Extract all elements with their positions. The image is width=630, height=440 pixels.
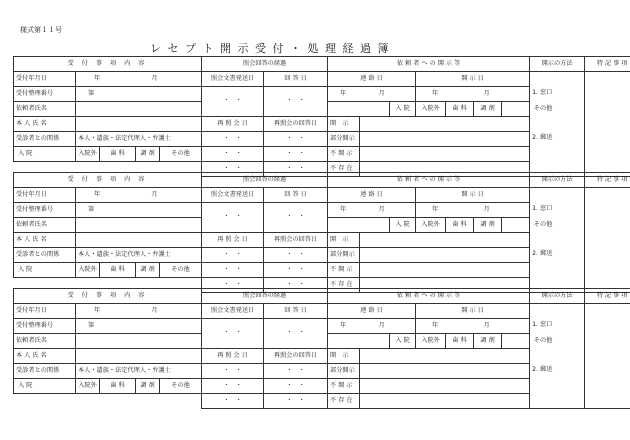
requester-name-field[interactable] (76, 334, 202, 349)
inpatient-option[interactable] (14, 263, 76, 278)
ledger-block (13, 56, 630, 177)
non-disclosure-label: 不 開 示 (328, 379, 360, 394)
contact-date-label: 連 絡 日 (328, 304, 416, 319)
disclosure-date-field[interactable] (416, 87, 530, 102)
dental-option[interactable]: 歯 科 (100, 263, 136, 278)
month-label: 月 (483, 321, 490, 329)
method-counter: 1. 窓口 (532, 321, 553, 328)
reception-number-field[interactable] (76, 87, 202, 102)
category-dental[interactable]: 歯 科 (446, 334, 474, 349)
re-inquiry-date-field[interactable]: ・ ・ (202, 364, 264, 379)
received-date-field[interactable] (76, 72, 202, 87)
notes-field[interactable] (585, 304, 630, 409)
header-inquiry: 照会回答の経過 (202, 57, 328, 72)
pharmacy-option[interactable]: 調 剤 (136, 379, 160, 394)
month-label: 月 (151, 190, 158, 198)
year-label: 年 (94, 190, 101, 198)
header-notes: 特 記 事 項 (585, 289, 630, 304)
reply-date-field-3[interactable]: ・ ・ (264, 278, 328, 293)
method-mail: 2. 郵送 (532, 134, 553, 142)
form-number: 様式第１１号 (20, 26, 62, 34)
disclosure-method-cell[interactable] (530, 72, 585, 177)
reply-date-field-3[interactable]: ・ ・ (264, 394, 328, 409)
other-option[interactable]: その他 (160, 263, 202, 278)
patient-name-field[interactable] (76, 233, 202, 248)
disclosure-label: 開 示 (328, 117, 360, 132)
reply-date-field-2[interactable]: ・ ・ (264, 379, 328, 394)
contact-date-field[interactable] (328, 319, 416, 334)
header-requester: 依 頼 者 へ の 開 示 等 (328, 173, 530, 188)
reception-number-field[interactable] (76, 203, 202, 218)
inquiry-sent-date-field[interactable]: ・ ・ (202, 319, 264, 349)
category-other[interactable]: その他 (502, 102, 585, 117)
received-date-field[interactable] (76, 188, 202, 203)
disclosure-date-label: 開 示 日 (416, 72, 530, 87)
header-notes: 特 記 事 項 (585, 173, 630, 188)
disclosure-method-cell[interactable] (530, 304, 585, 409)
category-inpatient[interactable]: 入 院 (390, 102, 416, 117)
nonexistent-check-field[interactable] (360, 394, 530, 409)
dai-label: 第 (88, 89, 95, 97)
category-other[interactable]: その他 (502, 218, 585, 233)
relation-options[interactable]: 本人・遺族・法定代理人・弁護士 (76, 364, 202, 379)
reception-number-field[interactable] (76, 319, 202, 334)
inquiry-date-field-3[interactable]: ・ ・ (202, 394, 264, 409)
notes-field[interactable] (585, 72, 630, 177)
year-label: 年 (432, 205, 439, 213)
reply-date-label: 回 答 日 (264, 304, 328, 319)
header-reception: 受 付 事 項 内 容 (14, 173, 202, 188)
reception-number-label: 受付整理番号 (14, 203, 76, 218)
blank-cell (328, 102, 390, 117)
partial-check-field[interactable] (360, 248, 530, 263)
inquiry-date-field-2[interactable]: ・ ・ (202, 263, 264, 278)
dai-label: 第 (88, 205, 95, 213)
outpatient-option[interactable]: 入院外 (76, 263, 100, 278)
partial-label: 部分開示 (328, 248, 360, 263)
received-date-label: 受付年月日 (14, 72, 76, 87)
re-inquiry-date-field[interactable]: ・ ・ (202, 248, 264, 263)
inpatient-option[interactable] (14, 379, 76, 394)
inpatient-label: 入 院 (18, 149, 33, 157)
blank-cell (328, 218, 390, 233)
header-reception: 受 付 事 項 内 容 (14, 57, 202, 72)
year-label: 年 (94, 306, 101, 314)
re-reply-date-field[interactable]: ・ ・ (264, 248, 328, 263)
relation-label: 受診者との関係 (14, 248, 76, 263)
non-disclosure-check-field[interactable] (360, 147, 530, 162)
reply-date-field[interactable]: ・ ・ (264, 203, 328, 233)
re-reply-date-field[interactable]: ・ ・ (264, 132, 328, 147)
requester-name-label: 依頼者氏名 (14, 334, 76, 349)
category-inpatient[interactable]: 入 院 (390, 334, 416, 349)
outpatient-option[interactable]: 入院外 (76, 147, 100, 162)
category-outpatient[interactable]: 入院外 (416, 102, 446, 117)
ledger-block (13, 288, 630, 409)
header-method: 開示の方法 (530, 57, 585, 72)
patient-name-field[interactable] (76, 349, 202, 364)
month-label: 月 (483, 205, 490, 213)
method-counter: 1. 窓口 (532, 89, 553, 96)
requester-name-label: 依頼者氏名 (14, 218, 76, 233)
re-reply-label: 再照会の回答日 (264, 349, 328, 364)
method-mail: 2. 郵送 (532, 366, 553, 374)
disclosure-date-label: 開 示 日 (416, 304, 530, 319)
re-inquiry-label: 再 照 会 日 (202, 117, 264, 132)
blank-cell (328, 334, 390, 349)
inquiry-sent-date-field[interactable]: ・ ・ (202, 87, 264, 117)
nonexistent-label: 不 存 在 (328, 162, 360, 177)
reply-date-field[interactable]: ・ ・ (264, 87, 328, 117)
re-reply-label: 再照会の回答日 (264, 117, 328, 132)
month-label: 月 (378, 205, 385, 213)
pharmacy-option[interactable]: 調 剤 (136, 263, 160, 278)
non-disclosure-check-field[interactable] (360, 263, 530, 278)
month-label: 月 (378, 321, 385, 329)
inquiry-sent-label: 照会文書発送日 (202, 188, 264, 203)
header-method: 開示の方法 (530, 173, 585, 188)
category-outpatient[interactable]: 入院外 (416, 218, 446, 233)
relation-options[interactable]: 本人・遺族・法定代理人・弁護士 (76, 132, 202, 147)
relation-label: 受診者との関係 (14, 364, 76, 379)
header-reception: 受 付 事 項 内 容 (14, 289, 202, 304)
inpatient-label: 入 院 (18, 265, 33, 273)
year-label: 年 (94, 74, 101, 82)
month-label: 月 (151, 74, 158, 82)
header-inquiry: 照会回答の経過 (202, 289, 328, 304)
disclosure-label: 開 示 (328, 233, 360, 248)
reply-date-field-3[interactable]: ・ ・ (264, 162, 328, 177)
month-label: 月 (378, 89, 385, 97)
reply-date-label: 回 答 日 (264, 72, 328, 87)
page-title: レセプト開示受付・処理経過簿 (150, 42, 395, 55)
partial-label: 部分開示 (328, 364, 360, 379)
requester-name-label: 依頼者氏名 (14, 102, 76, 117)
dai-label: 第 (88, 321, 95, 329)
disclosure-check-field[interactable] (360, 233, 530, 248)
patient-name-label: 本 人 氏 名 (14, 117, 76, 132)
blank-cell (14, 394, 202, 409)
reply-date-label: 回 答 日 (264, 188, 328, 203)
inpatient-option[interactable] (14, 147, 76, 162)
year-label: 年 (340, 89, 347, 97)
received-date-field[interactable] (76, 304, 202, 319)
category-other[interactable]: その他 (502, 334, 585, 349)
reply-date-field[interactable]: ・ ・ (264, 319, 328, 349)
relation-label: 受診者との関係 (14, 132, 76, 147)
re-inquiry-label: 再 照 会 日 (202, 349, 264, 364)
partial-check-field[interactable] (360, 364, 530, 379)
ledger-block (13, 172, 630, 293)
dental-option[interactable]: 歯 科 (100, 379, 136, 394)
category-inpatient[interactable]: 入 院 (390, 218, 416, 233)
disclosure-label: 開 示 (328, 349, 360, 364)
nonexistent-label: 不 存 在 (328, 394, 360, 409)
re-inquiry-date-field[interactable]: ・ ・ (202, 132, 264, 147)
received-date-label: 受付年月日 (14, 304, 76, 319)
method-mail: 2. 郵送 (532, 250, 553, 258)
inquiry-date-field-3[interactable]: ・ ・ (202, 278, 264, 293)
patient-name-field[interactable] (76, 117, 202, 132)
category-dental[interactable]: 歯 科 (446, 218, 474, 233)
header-requester: 依 頼 者 へ の 開 示 等 (328, 57, 530, 72)
reply-date-field-2[interactable]: ・ ・ (264, 147, 328, 162)
contact-date-field[interactable] (328, 203, 416, 218)
header-notes: 特 記 事 項 (585, 57, 630, 72)
partial-label: 部分開示 (328, 132, 360, 147)
category-pharmacy[interactable]: 調 剤 (474, 334, 502, 349)
category-dental[interactable]: 歯 科 (446, 102, 474, 117)
inquiry-sent-label: 照会文書発送日 (202, 72, 264, 87)
category-pharmacy[interactable]: 調 剤 (474, 218, 502, 233)
re-inquiry-label: 再 照 会 日 (202, 233, 264, 248)
disclosure-check-field[interactable] (360, 117, 530, 132)
reception-number-label: 受付整理番号 (14, 319, 76, 334)
received-date-label: 受付年月日 (14, 188, 76, 203)
non-disclosure-label: 不 開 示 (328, 263, 360, 278)
inpatient-label: 入 院 (18, 381, 33, 389)
other-option[interactable]: その他 (160, 379, 202, 394)
dental-option[interactable]: 歯 科 (100, 147, 136, 162)
header-method: 開示の方法 (530, 289, 585, 304)
notes-field[interactable] (585, 188, 630, 293)
year-label: 年 (340, 321, 347, 329)
re-reply-date-field[interactable]: ・ ・ (264, 364, 328, 379)
disclosure-date-field[interactable] (416, 319, 530, 334)
nonexistent-label: 不 存 在 (328, 278, 360, 293)
category-outpatient[interactable]: 入院外 (416, 334, 446, 349)
requester-name-field[interactable] (76, 218, 202, 233)
patient-name-label: 本 人 氏 名 (14, 349, 76, 364)
reply-date-field-2[interactable]: ・ ・ (264, 263, 328, 278)
header-inquiry: 照会回答の経過 (202, 173, 328, 188)
disclosure-date-field[interactable] (416, 203, 530, 218)
other-option[interactable]: その他 (160, 147, 202, 162)
contact-date-label: 連 絡 日 (328, 72, 416, 87)
header-requester: 依 頼 者 へ の 開 示 等 (328, 289, 530, 304)
inquiry-date-field-2[interactable]: ・ ・ (202, 147, 264, 162)
inquiry-date-field-3[interactable]: ・ ・ (202, 162, 264, 177)
reception-number-label: 受付整理番号 (14, 87, 76, 102)
inquiry-sent-date-field[interactable]: ・ ・ (202, 203, 264, 233)
non-disclosure-label: 不 開 示 (328, 147, 360, 162)
relation-options[interactable]: 本人・遺族・法定代理人・弁護士 (76, 248, 202, 263)
pharmacy-option[interactable]: 調 剤 (136, 147, 160, 162)
requester-name-field[interactable] (76, 102, 202, 117)
patient-name-label: 本 人 氏 名 (14, 233, 76, 248)
non-disclosure-check-field[interactable] (360, 379, 530, 394)
year-label: 年 (432, 89, 439, 97)
disclosure-method-cell[interactable] (530, 188, 585, 293)
contact-date-label: 連 絡 日 (328, 188, 416, 203)
contact-date-field[interactable] (328, 87, 416, 102)
inquiry-date-field-2[interactable]: ・ ・ (202, 379, 264, 394)
method-counter: 1. 窓口 (532, 205, 553, 212)
disclosure-date-label: 開 示 日 (416, 188, 530, 203)
re-reply-label: 再照会の回答日 (264, 233, 328, 248)
inquiry-sent-label: 照会文書発送日 (202, 304, 264, 319)
month-label: 月 (151, 306, 158, 314)
year-label: 年 (340, 205, 347, 213)
partial-check-field[interactable] (360, 132, 530, 147)
disclosure-check-field[interactable] (360, 349, 530, 364)
category-pharmacy[interactable]: 調 剤 (474, 102, 502, 117)
outpatient-option[interactable]: 入院外 (76, 379, 100, 394)
year-label: 年 (432, 321, 439, 329)
month-label: 月 (483, 89, 490, 97)
